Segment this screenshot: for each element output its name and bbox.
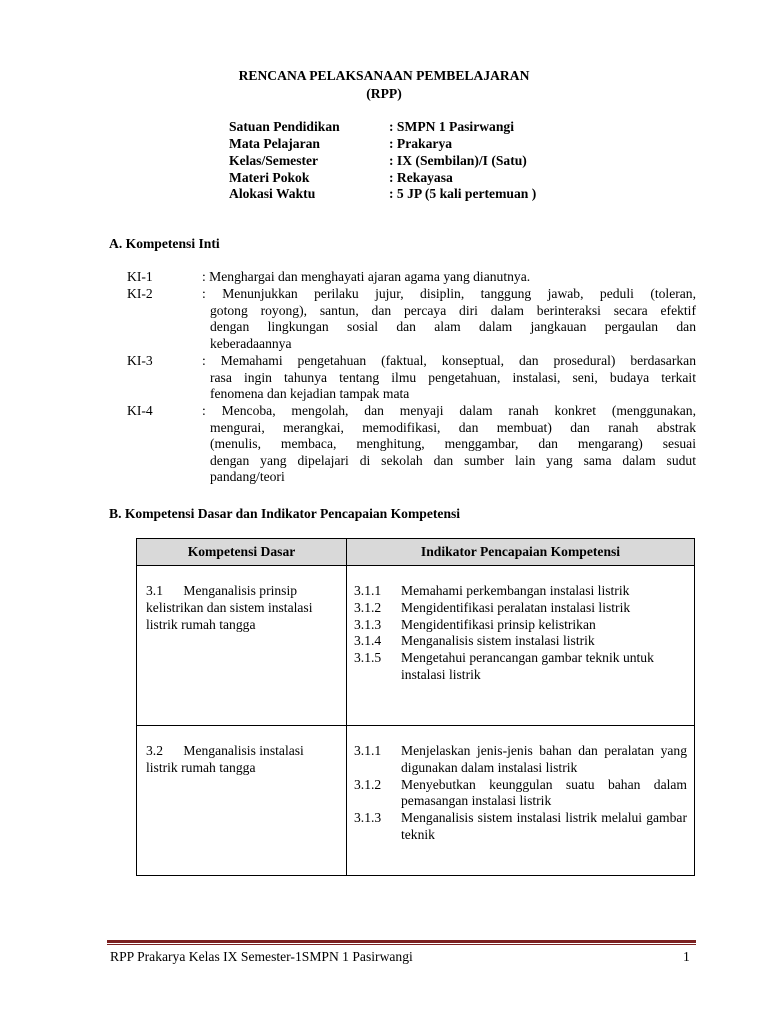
document-subtitle: (RPP) [366, 86, 402, 101]
ki-2-line: gotong royong), santun, dan percaya diri dalam berinteraksi secara efektif [210, 302, 696, 318]
indicator-item [354, 600, 687, 617]
competency-table [136, 538, 695, 876]
indicator-item [354, 777, 687, 811]
table-row [137, 726, 695, 876]
meta-value-satuan: : SMPN 1 Pasirwangi [389, 119, 514, 134]
ki-4-line: mengurai, merangkai, memodifikasi, dan membuat) dan ranah abstrak [210, 419, 696, 435]
indicator-item [354, 633, 687, 650]
meta-value-materi: : Rekayasa [389, 170, 453, 185]
indicator-text: Mengidentifikasi peralatan instalasi listrik [401, 599, 631, 615]
indicator-text: Mengidentifikasi prinsip kelistrikan [401, 616, 596, 632]
ki-1-line: : Menghargai dan menghayati ajaran agama yang dianutnya. [202, 269, 531, 284]
indicator-item [354, 650, 687, 684]
ki-4-line: dengan yang dipelajari di sekolah dan sumber lain yang sama dalam sudut [210, 452, 696, 468]
kd-line: 3.2 Menganalisis instalasi [146, 743, 304, 758]
ki-4-text [202, 403, 696, 486]
col-header-kompetensi-dasar: Kompetensi Dasar [137, 539, 347, 566]
ki-4-line: : Mencoba, mengolah, dan menyaji dalam ranah konkret (menggunakan, [202, 403, 696, 418]
indicator-number: 3.1.1 [354, 583, 382, 598]
section-a-heading: A. Kompetensi Inti [109, 236, 220, 251]
indicator-item [354, 583, 687, 600]
indicator-text: Menganalisis sistem instalasi listrik melalui gambar teknik [401, 810, 687, 842]
table-header-row [137, 539, 695, 566]
meta-value-alokasi: : 5 JP (5 kali pertemuan ) [389, 186, 537, 201]
ki-4-line: pandang/teori [210, 469, 285, 485]
ki-3-line: rasa ingin tahunya tentang ilmu pengetahuan, instalasi, seni, budaya terkait [210, 369, 696, 385]
footer-rule-thick [107, 940, 696, 943]
ki-2-line: : Menunjukkan perilaku jujur, disiplin, tanggung jawab, peduli (toleran, [202, 286, 696, 301]
indicator-item [354, 617, 687, 634]
ki-1-text [202, 269, 696, 286]
ki-1-code: KI-1 [127, 269, 153, 284]
page-number: 1 [683, 949, 690, 964]
meta-label-mapel: Mata Pelajaran [229, 136, 320, 151]
document-title: RENCANA PELAKSANAAN PEMBELAJARAN [238, 68, 530, 83]
meta-label-alokasi: Alokasi Waktu [229, 186, 316, 201]
indicator-text: Menyebutkan keunggulan suatu bahan dalam pemasangan instalasi listrik [401, 776, 687, 809]
meta-label-satuan: Satuan Pendidikan [229, 119, 340, 134]
kd-cell [137, 566, 347, 726]
col-header-indikator: Indikator Pencapaian Kompetensi [347, 539, 695, 566]
meta-label-materi: Materi Pokok [229, 170, 310, 185]
meta-value-mapel: : Prakarya [389, 136, 453, 151]
kd-line: listrik rumah tangga [146, 616, 256, 632]
indicator-text: Menjelaskan jenis-jenis bahan dan peralatan yang digunakan dalam instalasi listrik [401, 743, 687, 775]
ki-3-text [202, 353, 696, 403]
ki-4-line: (menulis, membaca, menghitung, menggambar, dan mengarang) sesuai [210, 436, 696, 452]
meta-label-kelas: Kelas/Semester [229, 153, 319, 168]
indicator-number: 3.1.3 [354, 616, 382, 632]
ki-3-line: : Memahami pengetahuan (faktual, konseptual, dan prosedural) berdasarkan [202, 353, 696, 368]
indicator-cell [347, 566, 695, 726]
kd-cell [137, 726, 347, 876]
indicator-number: 3.1.5 [354, 650, 382, 666]
indicator-number: 3.1.1 [354, 743, 382, 758]
indicator-text: Memahami perkembangan instalasi listrik [401, 583, 630, 598]
kd-line: kelistrikan dan sistem instalasi [146, 599, 313, 615]
table-row [137, 566, 695, 726]
kd-line: 3.1 Menganalisis prinsip [146, 583, 298, 598]
indicator-text: Mengetahui perancangan gambar teknik untuk instalasi listrik [401, 650, 654, 682]
footer-rule-thin [107, 944, 696, 945]
ki-3-code: KI-3 [127, 353, 153, 368]
meta-value-kelas: : IX (Sembilan)/I (Satu) [389, 153, 527, 168]
indicator-number: 3.1.2 [354, 776, 382, 792]
indicator-cell [347, 726, 695, 876]
indicator-item [354, 810, 687, 844]
section-b-heading: B. Kompetensi Dasar dan Indikator Pencapaian Kompetensi [109, 506, 461, 521]
footer-text: RPP Prakarya Kelas IX Semester-1SMPN 1 Pasirwangi [110, 949, 413, 964]
ki-2-text [202, 286, 696, 352]
ki-2-code: KI-2 [127, 286, 153, 301]
ki-3-line: fenomena dan kejadian tampak mata [210, 386, 410, 402]
indicator-number: 3.1.3 [354, 810, 382, 826]
kd-line: listrik rumah tangga [146, 759, 256, 775]
indicator-item [354, 743, 687, 777]
ki-4-code: KI-4 [127, 403, 153, 418]
indicator-text: Menganalisis sistem instalasi listrik [401, 633, 595, 649]
ki-2-line: dengan lingkungan sosial dan alam dalam jangkauan pergaulan dan [210, 319, 696, 335]
ki-2-line: keberadaannya [210, 335, 292, 351]
indicator-number: 3.1.4 [354, 633, 382, 649]
indicator-number: 3.1.2 [354, 599, 382, 615]
